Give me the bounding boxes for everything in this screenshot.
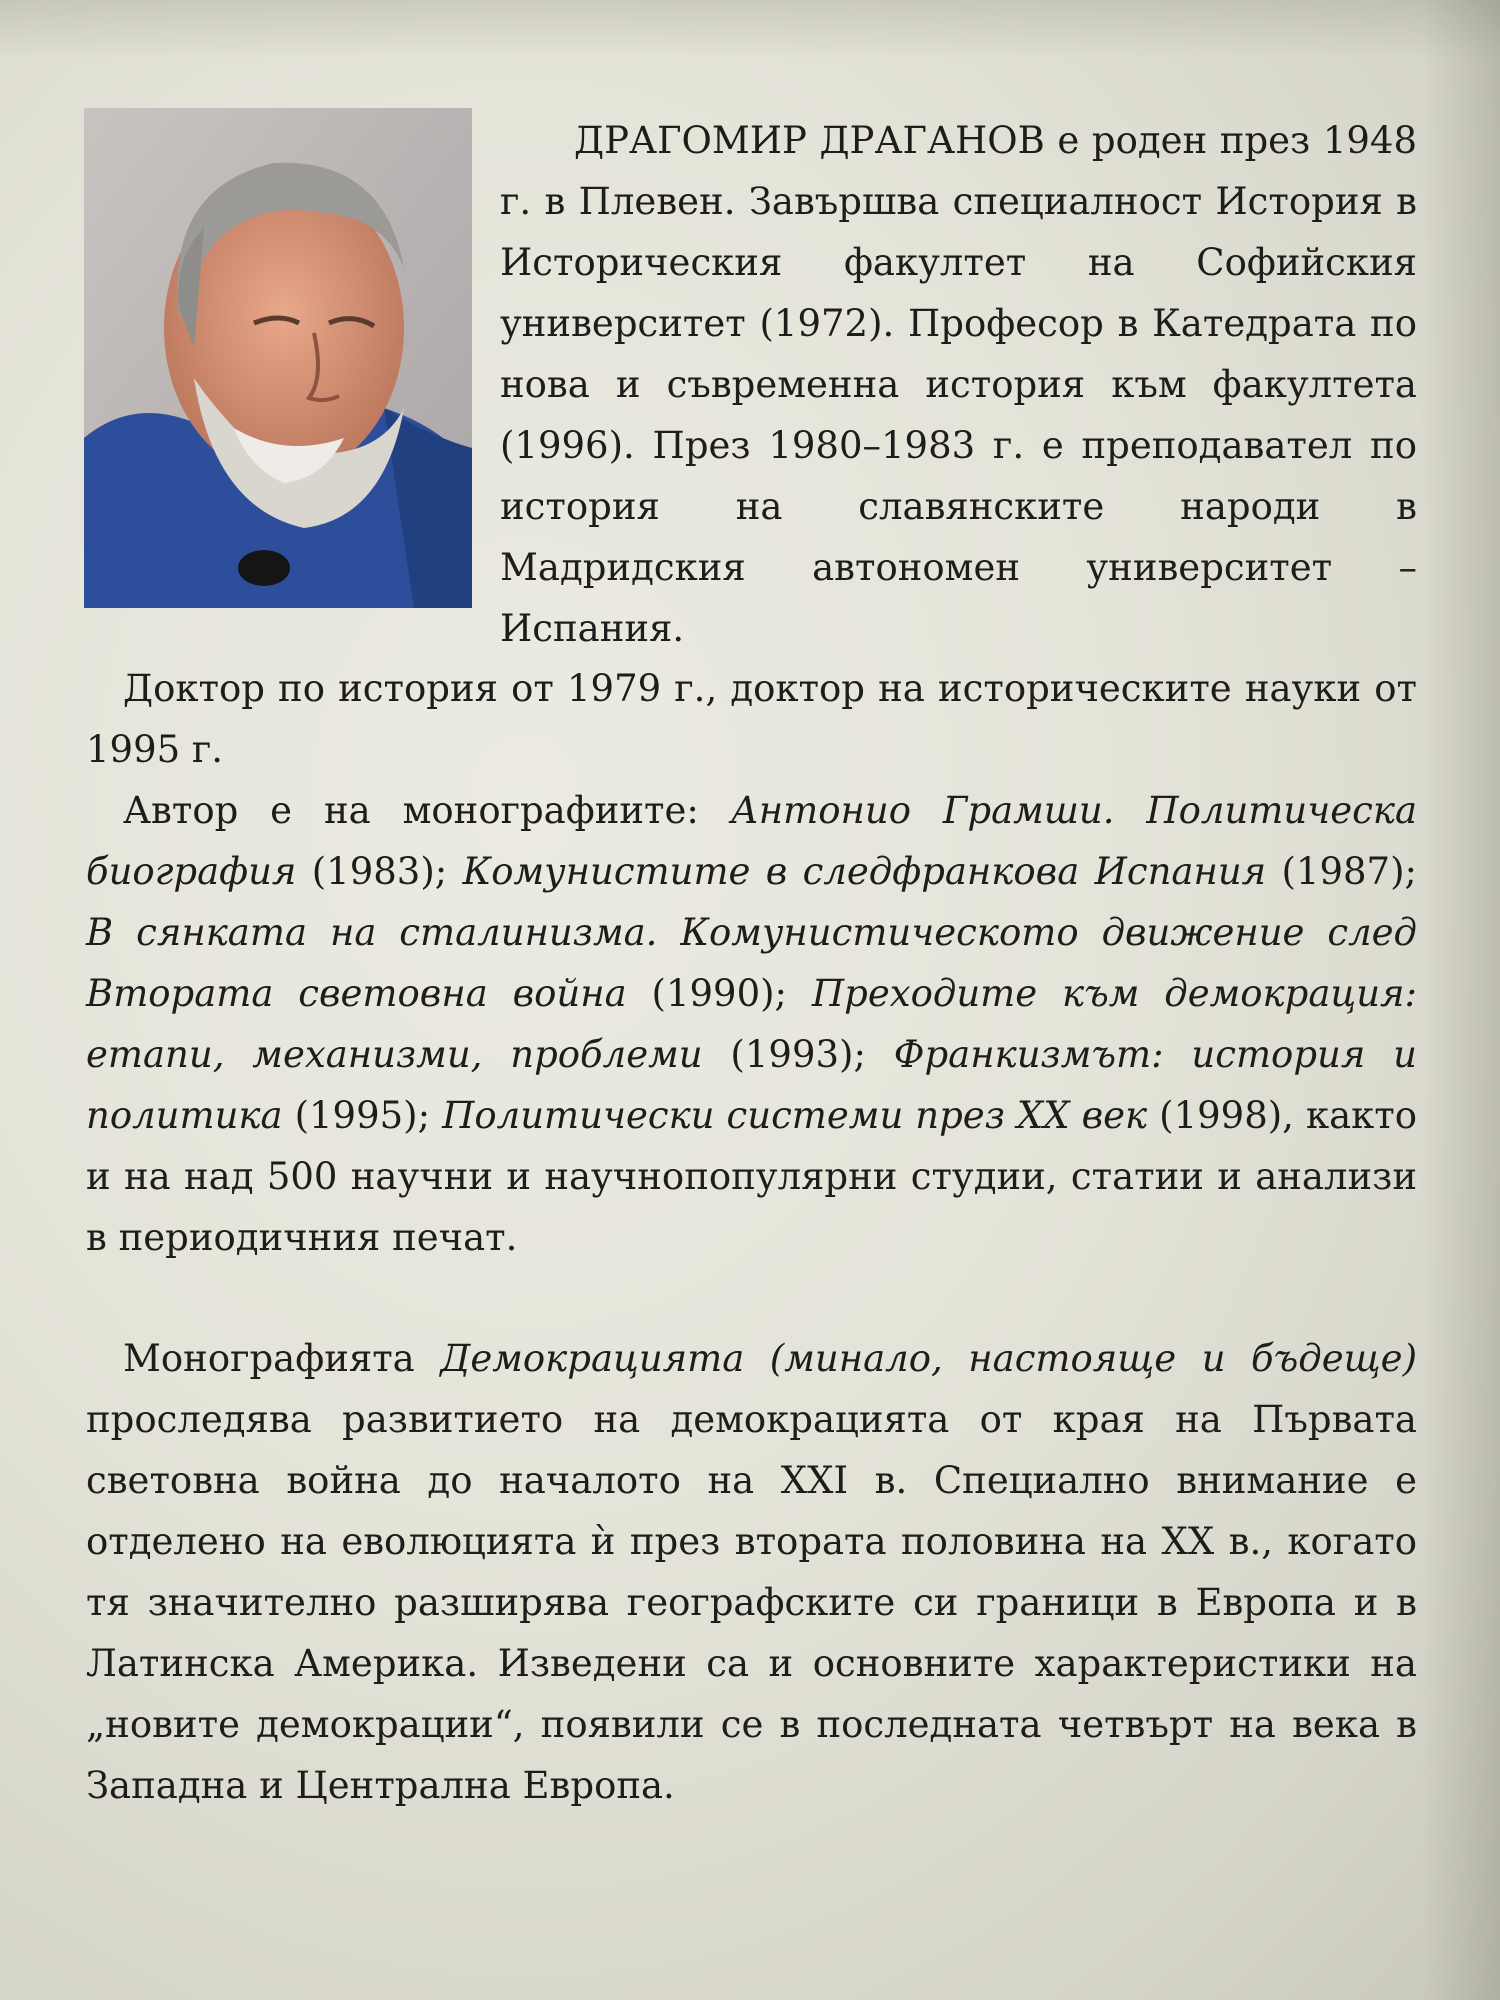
work-year: (1983); <box>296 850 463 893</box>
author-bio-paragraph <box>500 110 1417 659</box>
page-shadow-right <box>1420 0 1500 2000</box>
monograph-title: Демокрацията (минало, настояще и бъдеще) <box>440 1337 1417 1380</box>
degrees-paragraph: Доктор по история от 1979 г., доктор на историческите науки от 1995 г. <box>86 667 1417 771</box>
work-year: (1995); <box>282 1094 443 1137</box>
work-year: (1998) <box>1147 1094 1283 1137</box>
work-title: Преходите към демокрация: етапи, механизми, проблеми <box>86 972 1417 1076</box>
work-title: Политически системи през XX век <box>442 1094 1148 1137</box>
work-title: В сянката на сталинизма. Комунистическото движение след Втората световна война <box>86 911 1417 1015</box>
author-photo <box>84 108 472 608</box>
work-title: Антонио Грамши. Политическа биография <box>86 789 1417 893</box>
works-outro: , както и на над 500 научни и научнопопулярни студии, статии и анализи в периодичния печат. <box>86 1094 1418 1259</box>
work-year: (1993); <box>702 1033 894 1076</box>
work-title: Франкизмът: история и политика <box>86 1033 1417 1137</box>
monograph-paragraph <box>86 1328 1417 1816</box>
works-intro: Автор е на монографиите: <box>123 789 731 832</box>
monograph-prefix: Монографията <box>123 1337 441 1380</box>
work-title: Комунистите в следфранкова Испания <box>462 850 1267 893</box>
monograph-text: проследява развитието на демокрацията от края на Първата световна война до началото на XXI в. Специално внимание е отделено на еволюцията ѝ през втората половина на XX в., когато тя значително разширява географските си граници в Европа и в Латинска Америка. Изведени са и основните характеристики на „новите демокрации“, появили се в последната четвърт на века в Западна и Централна Европа. <box>86 1398 1417 1807</box>
page-shadow-top <box>0 0 1500 60</box>
work-year: (1990); <box>626 972 812 1015</box>
author-bio-text: е роден през 1948 г. в Плевен. Завършва специалност История в Историческия факултет на Софийския университет (1972). Професор в Катедрата по нова и съвременна история към факултета (1996). През 1980–1983 г. е преподавател по история на славянските народи в Мадридския автономен университет – Испания. <box>500 119 1417 650</box>
work-year: (1987); <box>1266 850 1417 893</box>
works-paragraph <box>86 780 1417 1268</box>
author-name: ДРАГОМИР ДРАГАНОВ <box>574 119 1045 162</box>
